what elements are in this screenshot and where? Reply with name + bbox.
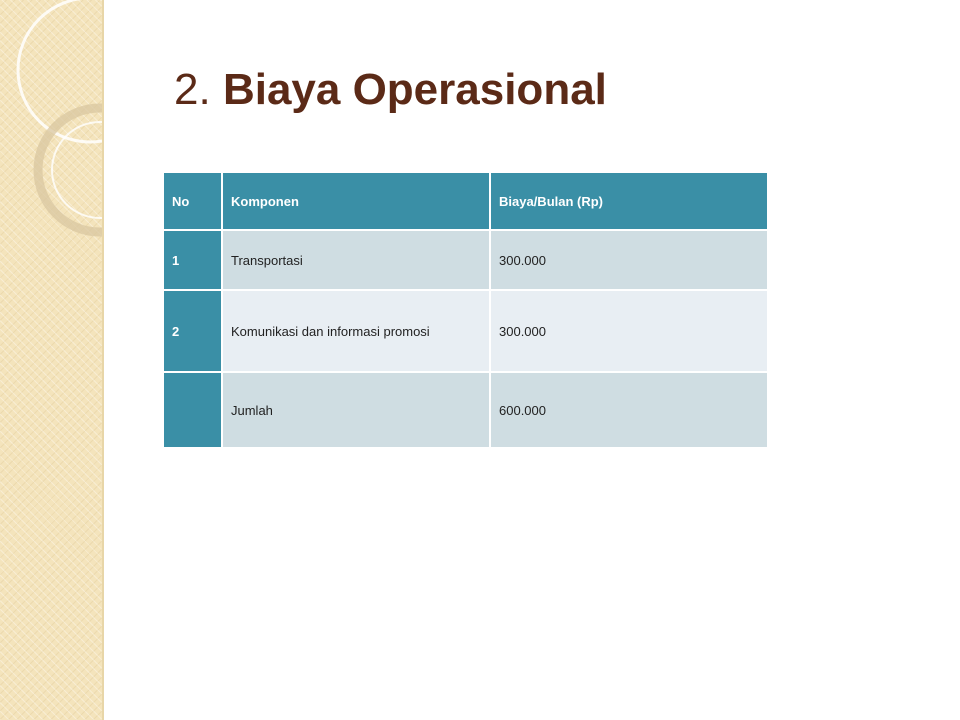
operational-cost-table [162, 171, 769, 449]
cell-biaya-total: 600.000 [490, 372, 768, 448]
table-row [163, 230, 768, 290]
cell-biaya: 300.000 [490, 290, 768, 372]
decorative-side-strip [0, 0, 104, 720]
table-row-total [163, 372, 768, 448]
cell-komponen-total: Jumlah [222, 372, 490, 448]
table-header-row [163, 172, 768, 230]
page-title [174, 62, 607, 118]
title-text: Biaya Operasional [222, 65, 607, 114]
cell-no: 1 [163, 230, 222, 290]
header-no: No [163, 172, 222, 230]
cell-biaya: 300.000 [490, 230, 768, 290]
title-number: 2. [174, 65, 211, 114]
cell-komponen: Transportasi [222, 230, 490, 290]
cell-no [163, 372, 222, 448]
cell-no: 2 [163, 290, 222, 372]
table-row [163, 290, 768, 372]
header-biaya: Biaya/Bulan (Rp) [490, 172, 768, 230]
decorative-circles [0, 0, 104, 720]
header-komponen: Komponen [222, 172, 490, 230]
cell-komponen: Komunikasi dan informasi promosi [222, 290, 490, 372]
